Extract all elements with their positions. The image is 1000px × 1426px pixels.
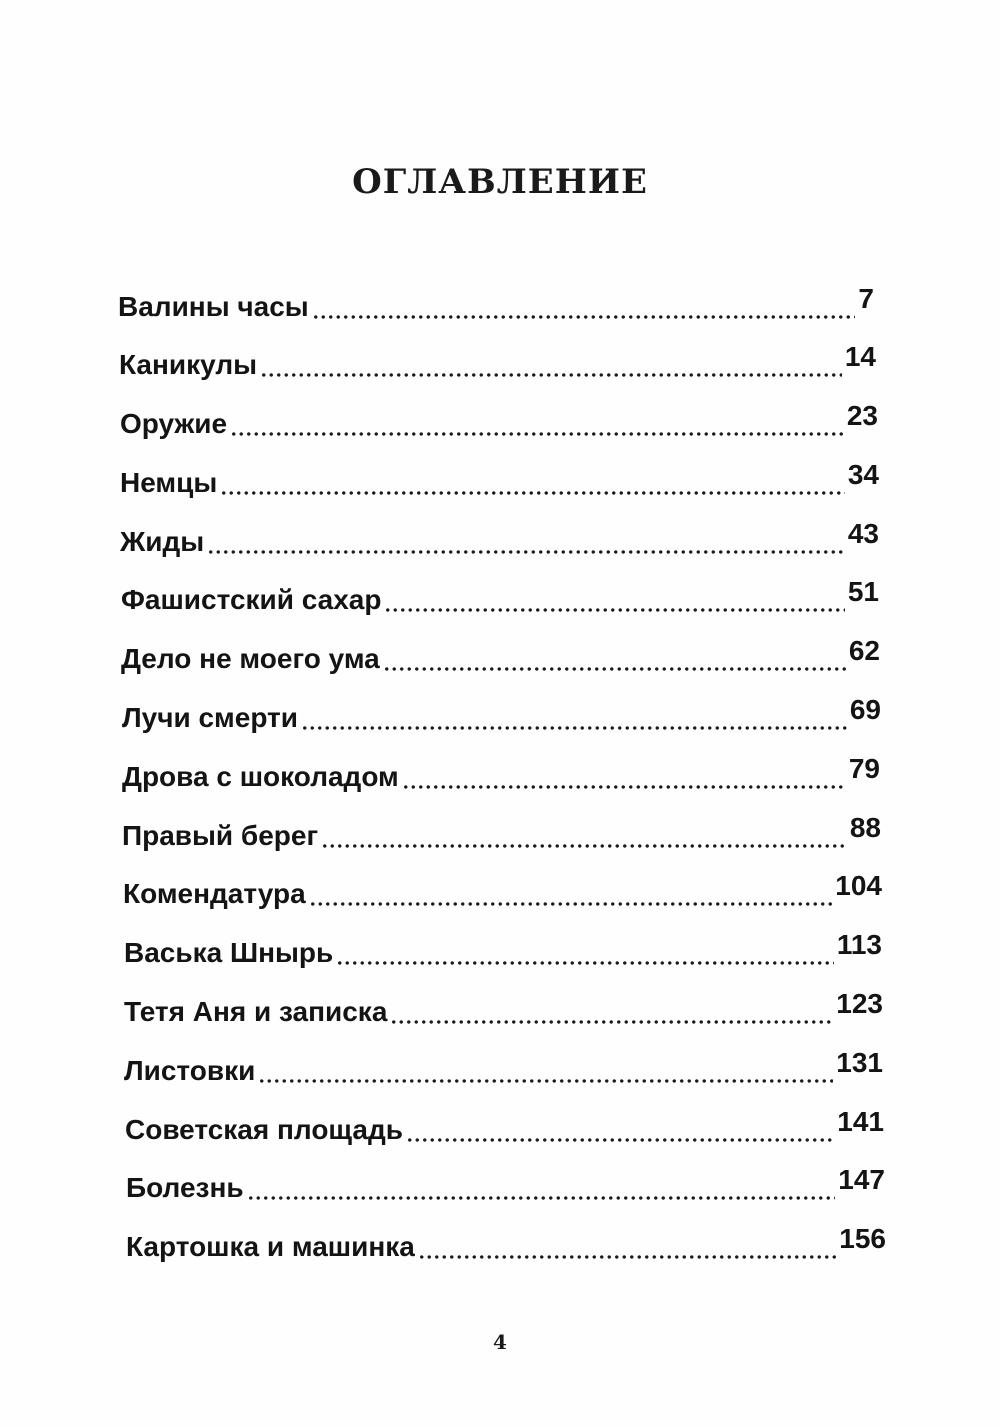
- toc-entry-title: Советская площадь: [125, 1114, 403, 1145]
- toc-entry-title: Каникулы: [119, 349, 258, 380]
- toc-entry: [119, 343, 876, 387]
- toc-entry-title: Дело не моего ума: [121, 643, 380, 674]
- toc-entry-page: 43: [847, 518, 879, 549]
- dot-leader: [383, 666, 846, 672]
- toc-entry-page: 131: [836, 1047, 883, 1078]
- toc-entry-title: Валины часы: [118, 291, 309, 322]
- toc-entry-page: 88: [849, 812, 881, 843]
- dot-leader: [336, 960, 834, 966]
- dot-leader: [247, 1195, 836, 1201]
- toc-entry: [120, 520, 879, 564]
- dot-leader: [418, 1254, 836, 1260]
- dot-leader: [309, 901, 833, 907]
- page-title: ОГЛАВЛЕНИЕ: [352, 162, 648, 202]
- toc-entry-page: 23: [846, 400, 878, 431]
- dot-leader: [230, 431, 844, 437]
- toc-entry-title: Оружие: [120, 408, 228, 439]
- toc-entry-title: Картошка и машинка: [126, 1231, 415, 1262]
- toc-entry: [124, 1049, 883, 1093]
- toc-entry-page: 156: [839, 1223, 886, 1254]
- dot-leader: [321, 843, 847, 849]
- toc-entry-page: 34: [847, 459, 879, 490]
- toc-entry-page: 113: [836, 929, 882, 960]
- toc-entry-page: 123: [836, 988, 883, 1019]
- page-number: 4: [493, 1330, 507, 1354]
- toc-entry: [121, 637, 880, 681]
- toc-entry-title: Болезнь: [126, 1172, 244, 1203]
- dot-leader: [220, 490, 845, 496]
- toc-entry-title: Васька Шнырь: [124, 937, 334, 968]
- toc-entry-page: 7: [858, 283, 874, 314]
- toc-entry-page: 141: [837, 1106, 884, 1137]
- toc-entry-title: Жиды: [120, 526, 205, 557]
- toc-entry-page: 14: [844, 341, 876, 372]
- toc-entry: [118, 285, 874, 329]
- toc-entry-title: Немцы: [120, 467, 218, 498]
- toc-entry: [122, 755, 880, 799]
- toc-entry: [124, 990, 883, 1034]
- toc-entry-page: 79: [848, 753, 880, 784]
- toc-entry: [123, 872, 882, 916]
- dot-leader: [207, 549, 845, 555]
- dot-leader: [258, 1078, 833, 1084]
- toc-entry-page: 62: [848, 635, 880, 666]
- toc-entry-page: 51: [847, 576, 879, 607]
- toc-entry-title: Правый берег: [122, 820, 319, 851]
- toc-entry-title: Листовки: [124, 1055, 256, 1086]
- toc-entry: [122, 814, 881, 858]
- dot-leader: [312, 314, 856, 320]
- dot-leader: [301, 725, 847, 731]
- toc-entry-title: Фашистский сахар: [121, 584, 382, 615]
- toc-entry: [124, 931, 882, 975]
- dot-leader: [390, 1019, 833, 1025]
- toc-entry-page: 104: [835, 870, 882, 901]
- toc-entry: [121, 578, 879, 622]
- toc-entry-title: Лучи смерти: [122, 702, 298, 733]
- toc-entry: [126, 1225, 886, 1269]
- toc-entry-page: 69: [849, 694, 881, 725]
- toc-entry: [120, 402, 878, 446]
- toc-entry: [120, 461, 879, 505]
- toc-entry: [126, 1166, 885, 1210]
- dot-leader: [406, 1137, 834, 1143]
- toc-entry-title: Тетя Аня и записка: [124, 996, 388, 1027]
- dot-leader: [384, 607, 844, 613]
- dot-leader: [402, 784, 846, 790]
- toc-entry: [125, 1108, 884, 1152]
- toc-entry-page: 147: [838, 1164, 885, 1195]
- toc-entry: [122, 696, 881, 740]
- dot-leader: [260, 372, 842, 378]
- toc-entry-title: Комендатура: [123, 878, 306, 909]
- toc-entry-title: Дрова с шоколадом: [122, 761, 399, 792]
